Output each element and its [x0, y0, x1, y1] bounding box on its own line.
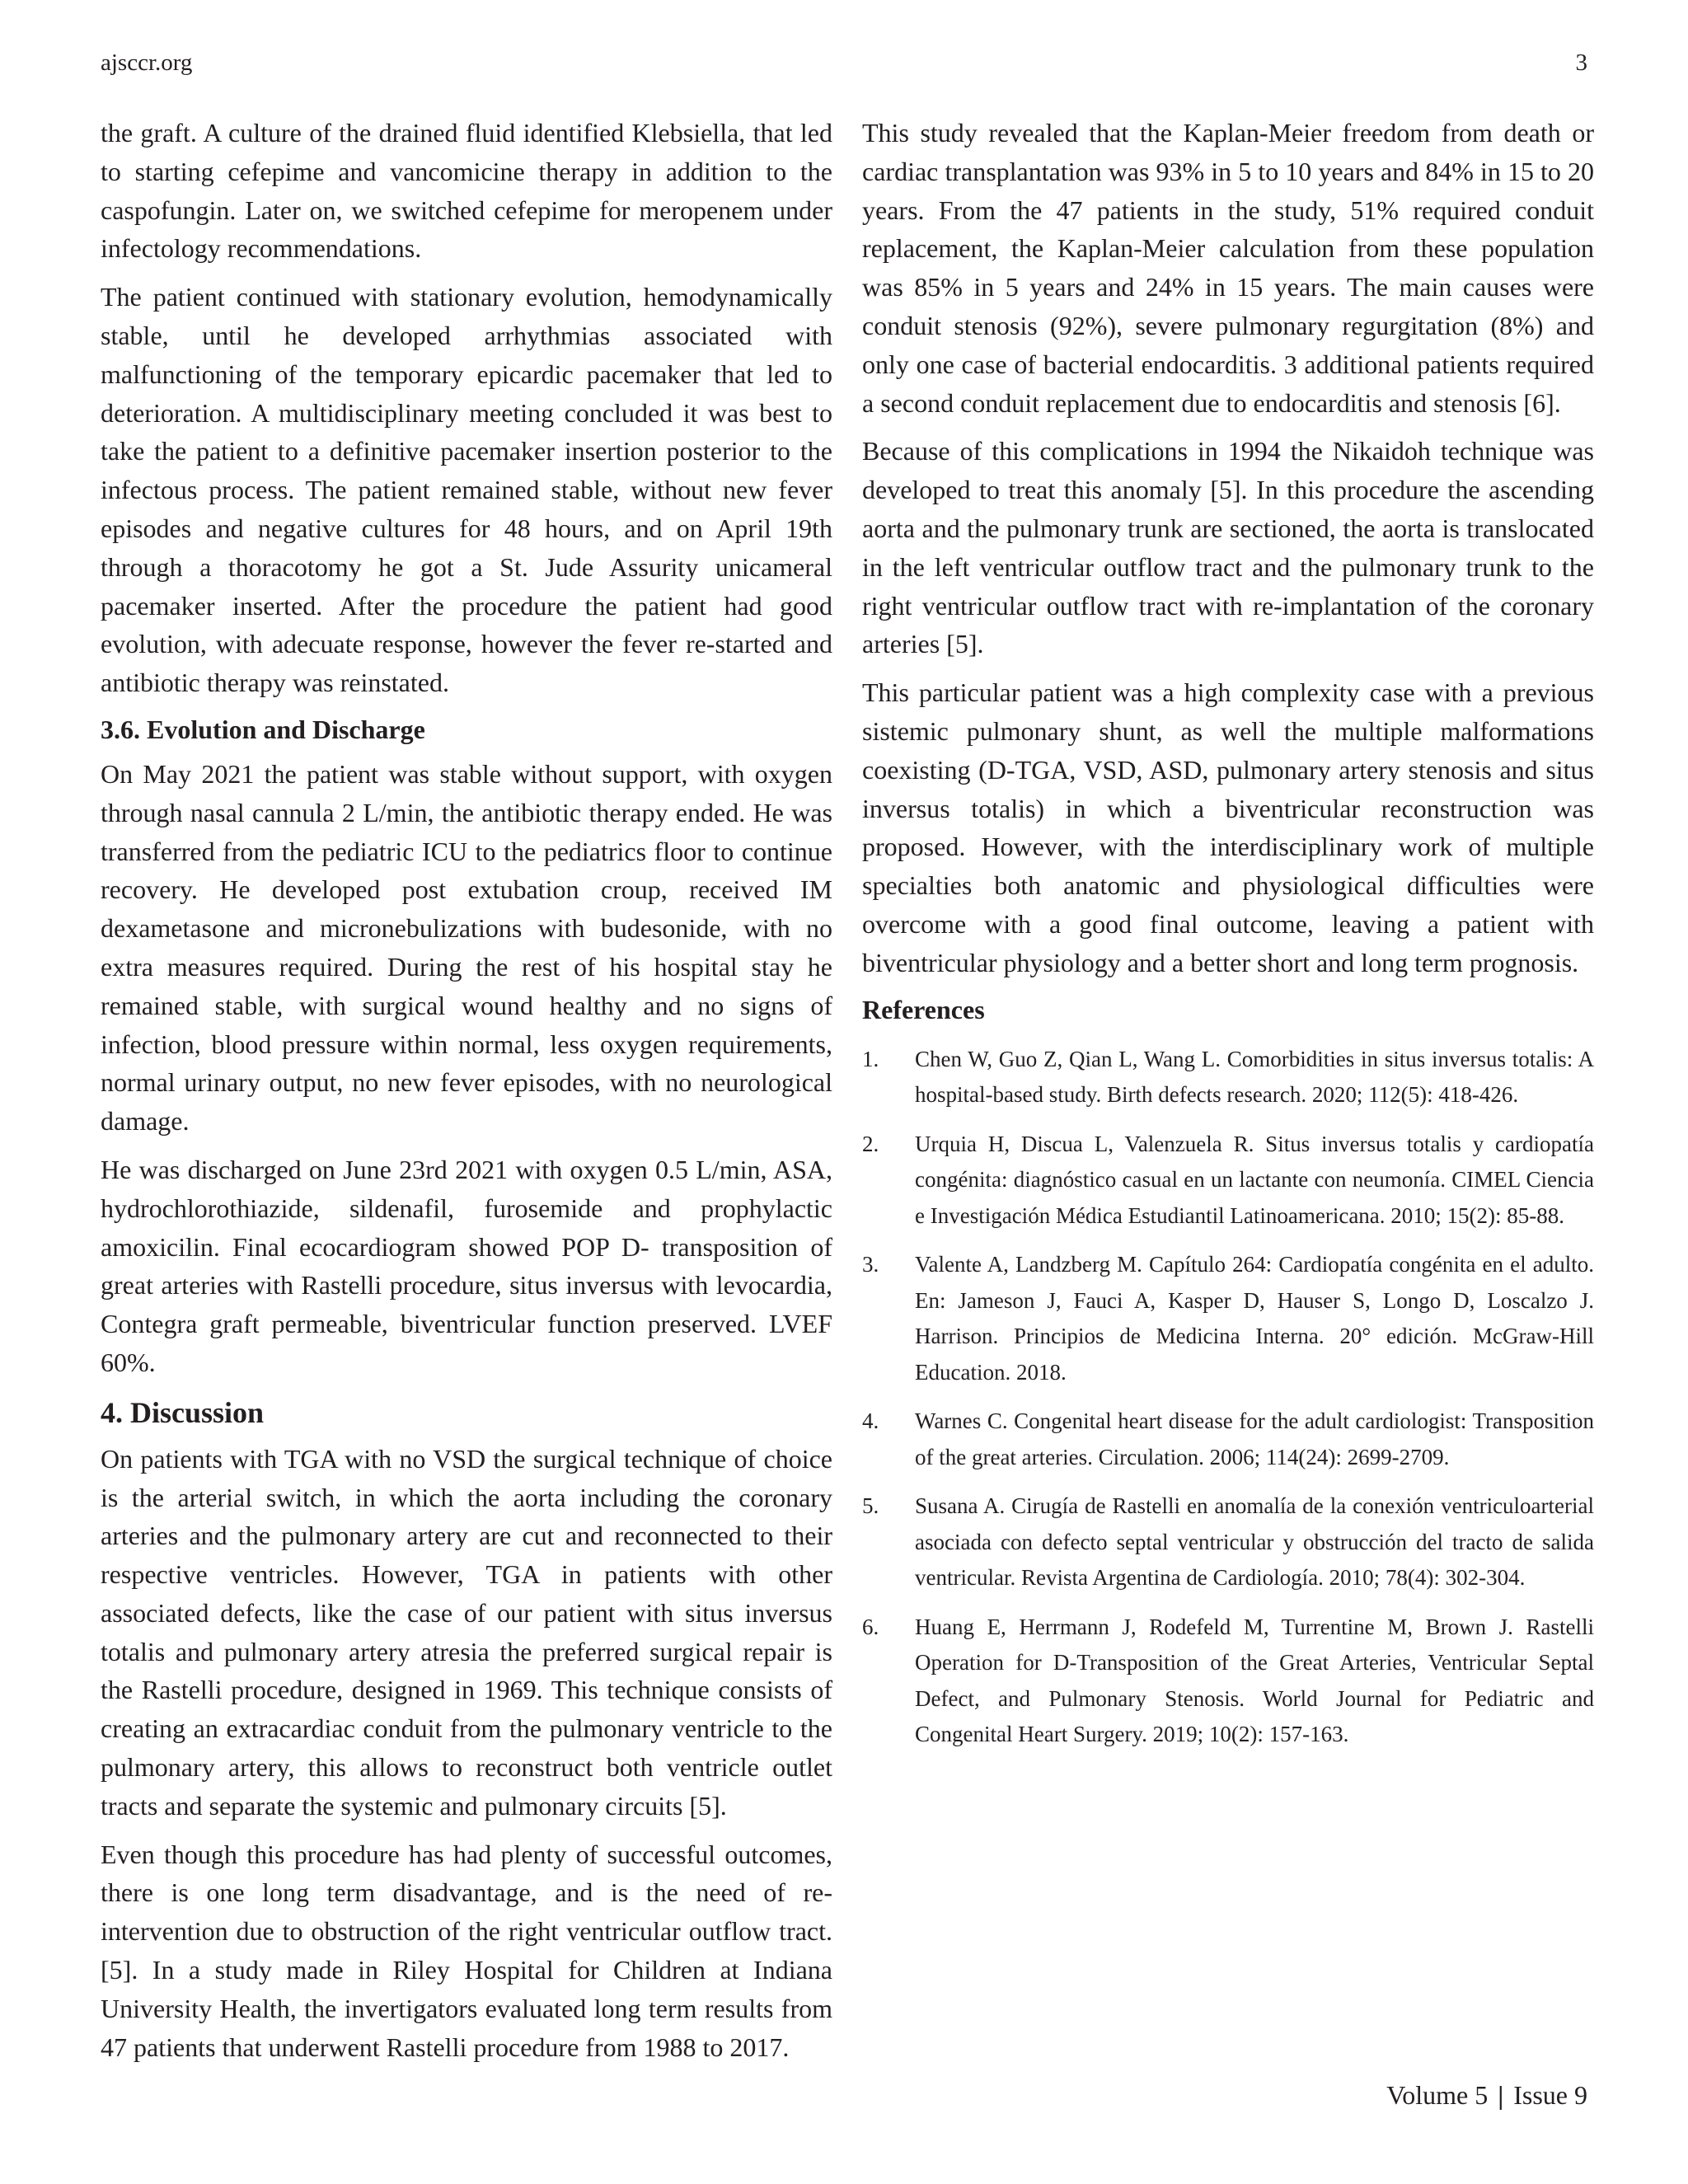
footer-volume: Volume 5: [1386, 2080, 1489, 2110]
paragraph: This particular patient was a high complexity case with a previous sistemic pulmonary shunt, as well the multiple malformations coexisting (D-TGA, VSD, ASD, pulmonary artery stenosis and situs inversus totalis) in which a biventricular reconstruction was proposed. However, with the interdisciplinary work of multiple specialties both anatomic and physiological difficulties were overcome with a good final outcome, leaving a patient with biventricular physiology and a better short and long term prognosis.: [862, 677, 1594, 977]
reference-number: 4.: [862, 1408, 879, 1434]
reference-text: Chen W, Guo Z, Qian L, Wang L. Comorbidities in situs inversus totalis: A hospital-based study. Birth defects research. 2020; 112(5): 418-426.: [915, 1046, 1594, 1108]
paragraph: On May 2021 the patient was stable without support, with oxygen through nasal cannula 2 L/min, the antibiotic therapy ended. He was transferred from the pediatric ICU to the pediatrics floor to continue recovery. He developed post extubation croup, received IM dexametasone and micronebulizations with budesonide, with no extra measures required. During the rest of his hospital stay he remained stable, with surgical wound healthy and no signs of infection, blood pressure within normal, less oxygen requirements, normal urinary output, no new fever episodes, with no neurological damage.: [101, 758, 832, 1137]
reference-text: Valente A, Landzberg M. Capítulo 264: Cardiopatía congénita en el adulto. En: Jameson J, Fauci A, Kasper D, Hauser S, Longo D, Loscalzo J. Harrison. Principios de Medicina Interna. 20° edición. McGraw-Hill Education. 2018.: [915, 1252, 1594, 1385]
reference-number: 1.: [862, 1046, 879, 1071]
paragraph: This study revealed that the Kaplan-Meier freedom from death or cardiac transplantation was 93% in 5 to 10 years and 84% in 15 to 20 years. From the 47 patients in the study, 51% required conduit replacement, the Kaplan-Meier calculation from these population was 85% in 5 years and 24% in 15 years. The main causes were conduit stenosis (92%), severe pulmonary regurgitation (8%) and only one case of bacterial endocarditis. 3 additional patients required a second conduit replacement due to endocarditis and stenosis [6].: [862, 118, 1594, 418]
reference-number: 2.: [862, 1131, 879, 1156]
page-number: 3: [1575, 49, 1587, 76]
references-heading: References: [862, 994, 985, 1024]
reference-text: Susana A. Cirugía de Rastelli en anomalía de la conexión ventriculoarterial asociada con defecto septal ventricular y obstrucción del tracto de salida ventricular. Revista Argentina de Cardiología. 2010; 78(4): 302-304.: [915, 1493, 1594, 1591]
reference-item: [862, 1127, 1594, 1235]
left-column: [101, 114, 832, 2076]
reference-number: 5.: [862, 1493, 879, 1519]
section-heading-evolution-discharge: 3.6. Evolution and Discharge: [101, 714, 425, 744]
reference-number: 3.: [862, 1252, 879, 1277]
reference-item: [862, 1488, 1594, 1596]
paragraph: On patients with TGA with no VSD the surgical technique of choice is the arterial switch, in which the aorta including the coronary arteries and the pulmonary artery are cut and reconnected to their respective ventricles. However, TGA in patients with other associated defects, like the case of our patient with situs inversus totalis and pulmonary artery atresia the preferred surgical repair is the Rastelli procedure, designed in 1969. This technique consists of creating an extracardiac conduit from the pulmonary ventricle to the pulmonary artery, this allows to reconstruct both ventricle outlet tracts and separate the systemic and pulmonary circuits [5].: [101, 1443, 832, 1821]
paragraph: the graft. A culture of the drained fluid identified Klebsiella, that led to starting cefepime and vancomicine therapy in addition to the caspofungin. Later on, we switched cefepime for meropenem under infectology recommendations.: [101, 118, 832, 264]
reference-number: 6.: [862, 1614, 879, 1639]
right-column: [862, 114, 1594, 1766]
paragraph: Even though this procedure has had plenty of successful outcomes, there is one long term disadvantage, and is the need of re-intervention due to obstruction of the right ventricular outflow tract. [5]. In a study made in Riley Hospital for Children at Indiana University Health, the invertigators evaluated long term results from 47 patients that underwent Rastelli procedure from 1988 to 2017.: [101, 1839, 832, 2062]
paragraph: The patient continued with stationary evolution, hemodynamically stable, until he developed arrhythmias associated with malfunctioning of the temporary epicardic pacemaker that led to deterioration. A multidisciplinary meeting concluded it was best to take the patient to a definitive pacemaker insertion posterior to the infectous process. The patient remained stable, without new fever episodes and negative cultures for 48 hours, and on April 19th through a thoracotomy he got a St. Jude Assurity unicameral pacemaker inserted. After the procedure the patient had good evolution, with adecuate response, however the fever re-started and antibiotic therapy was reinstated.: [101, 282, 832, 698]
reference-item: [862, 1610, 1594, 1753]
running-head-site: ajsccr.org: [101, 49, 193, 76]
footer-separator: |: [1498, 2080, 1504, 2110]
section-heading-discussion: 4. Discussion: [101, 1395, 265, 1429]
paragraph: He was discharged on June 23rd 2021 with oxygen 0.5 L/min, ASA, hydrochlorothiazide, sildenafil, furosemide and prophylactic amoxicilin. Final ecocardiogram showed POP D- transposition of great arteries with Rastelli procedure, situs inversus with levocardia, Contegra graft permeable, biventricular function preserved. LVEF 60%.: [101, 1154, 832, 1377]
footer-issue: Issue 9: [1513, 2080, 1587, 2110]
reference-item: [862, 1404, 1594, 1475]
reference-text: Warnes C. Congenital heart disease for the adult cardiologist: Transposition of the great arteries. Circulation. 2006; 114(24): 2699-2709.: [915, 1408, 1594, 1469]
reference-text: Huang E, Herrmann J, Rodefeld M, Turrentine M, Brown J. Rastelli Operation for D-Transposition of the Great Arteries, Ventricular Septal Defect, and Pulmonary Stenosis. World Journal for Pediatric and Congenital Heart Surgery. 2019; 10(2): 157-163.: [915, 1614, 1594, 1747]
paragraph: Because of this complications in 1994 the Nikaidoh technique was developed to treat this anomaly [5]. In this procedure the ascending aorta and the pulmonary trunk are sectioned, the aorta is translocated in the left ventricular outflow tract and the pulmonary trunk to the right ventricular outflow tract with re-implantation of the coronary arteries [5].: [862, 436, 1594, 659]
reference-item: [862, 1042, 1594, 1113]
reference-item: [862, 1247, 1594, 1390]
footer-volume-issue: [1386, 2080, 1587, 2111]
reference-list: [862, 1042, 1594, 1753]
reference-text: Urquia H, Discua L, Valenzuela R. Situs inversus totalis y cardiopatía congénita: diagnóstico casual en un lactante con neumonía. CIMEL Ciencia e Investigación Médica Estudiantil Latinoamericana. 2010; 15(2): 85-88.: [915, 1131, 1594, 1228]
